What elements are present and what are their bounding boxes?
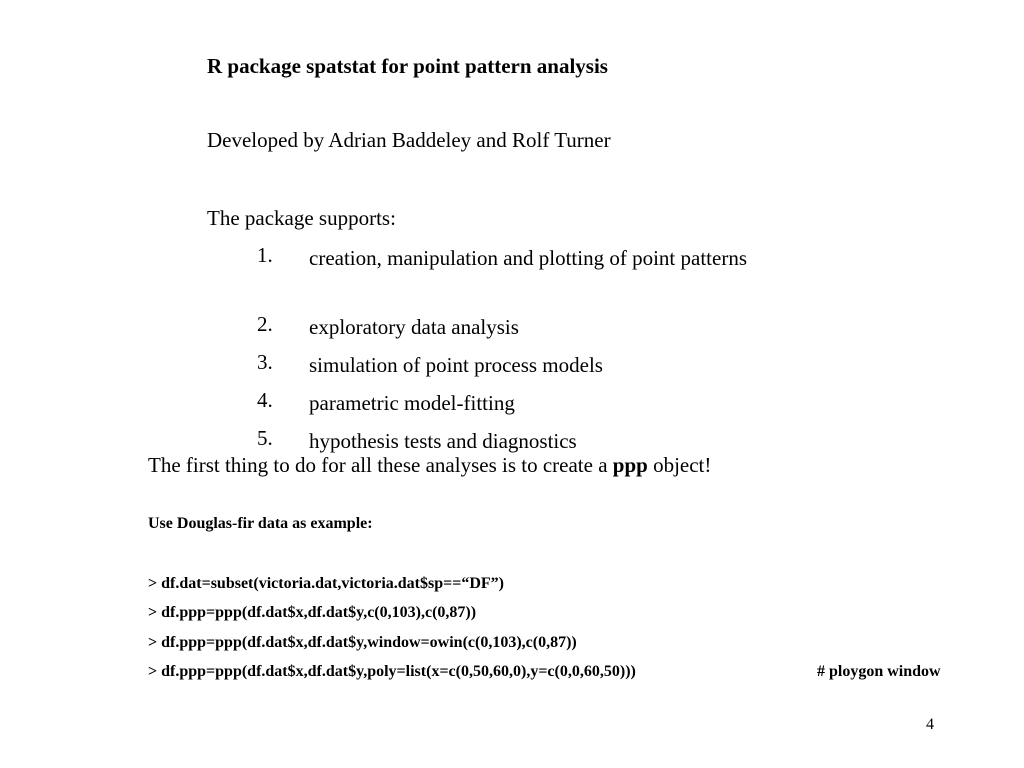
list-item-number: 3. [257, 350, 273, 374]
list-item-text: creation, manipulation and plotting of point patterns [309, 246, 747, 270]
list-item-text: exploratory data analysis [309, 315, 519, 339]
code-line: > df.ppp=ppp(df.dat$x,df.dat$y,window=owin(c(0,103),c(0,87)) [148, 634, 577, 651]
list-item-text: simulation of point process models [309, 353, 603, 377]
first-thing-post: object! [647, 453, 712, 477]
ppp-keyword: ppp [612, 453, 648, 477]
list-item-text: hypothesis tests and diagnostics [309, 429, 577, 453]
first-thing-text [148, 453, 711, 478]
first-thing-pre: The first thing to do for all these analyses is to create a [148, 453, 613, 477]
list-item-number: 4. [257, 388, 273, 412]
list-item-number: 5. [257, 426, 273, 450]
list-item-number: 1. [257, 243, 273, 267]
page-number: 4 [926, 716, 934, 733]
list-item-number: 2. [257, 312, 273, 336]
code-line: > df.ppp=ppp(df.dat$x,df.dat$y,c(0,103),c(0,87)) [148, 604, 477, 621]
developed-by-text: Developed by Adrian Baddeley and Rolf Turner [207, 128, 611, 152]
code-comment: # ploygon window [817, 663, 941, 680]
supports-heading: The package supports: [207, 206, 396, 230]
slide-title: R package spatstat for point pattern analysis [207, 54, 608, 78]
code-line: > df.ppp=ppp(df.dat$x,df.dat$y,poly=list(x=c(0,50,60,0),y=c(0,0,60,50))) [148, 663, 636, 680]
code-line: > df.dat=subset(victoria.dat,victoria.dat$sp==“DF”) [148, 575, 505, 592]
list-item-text: parametric model-fitting [309, 391, 515, 415]
example-label: Use Douglas-fir data as example: [148, 515, 373, 532]
